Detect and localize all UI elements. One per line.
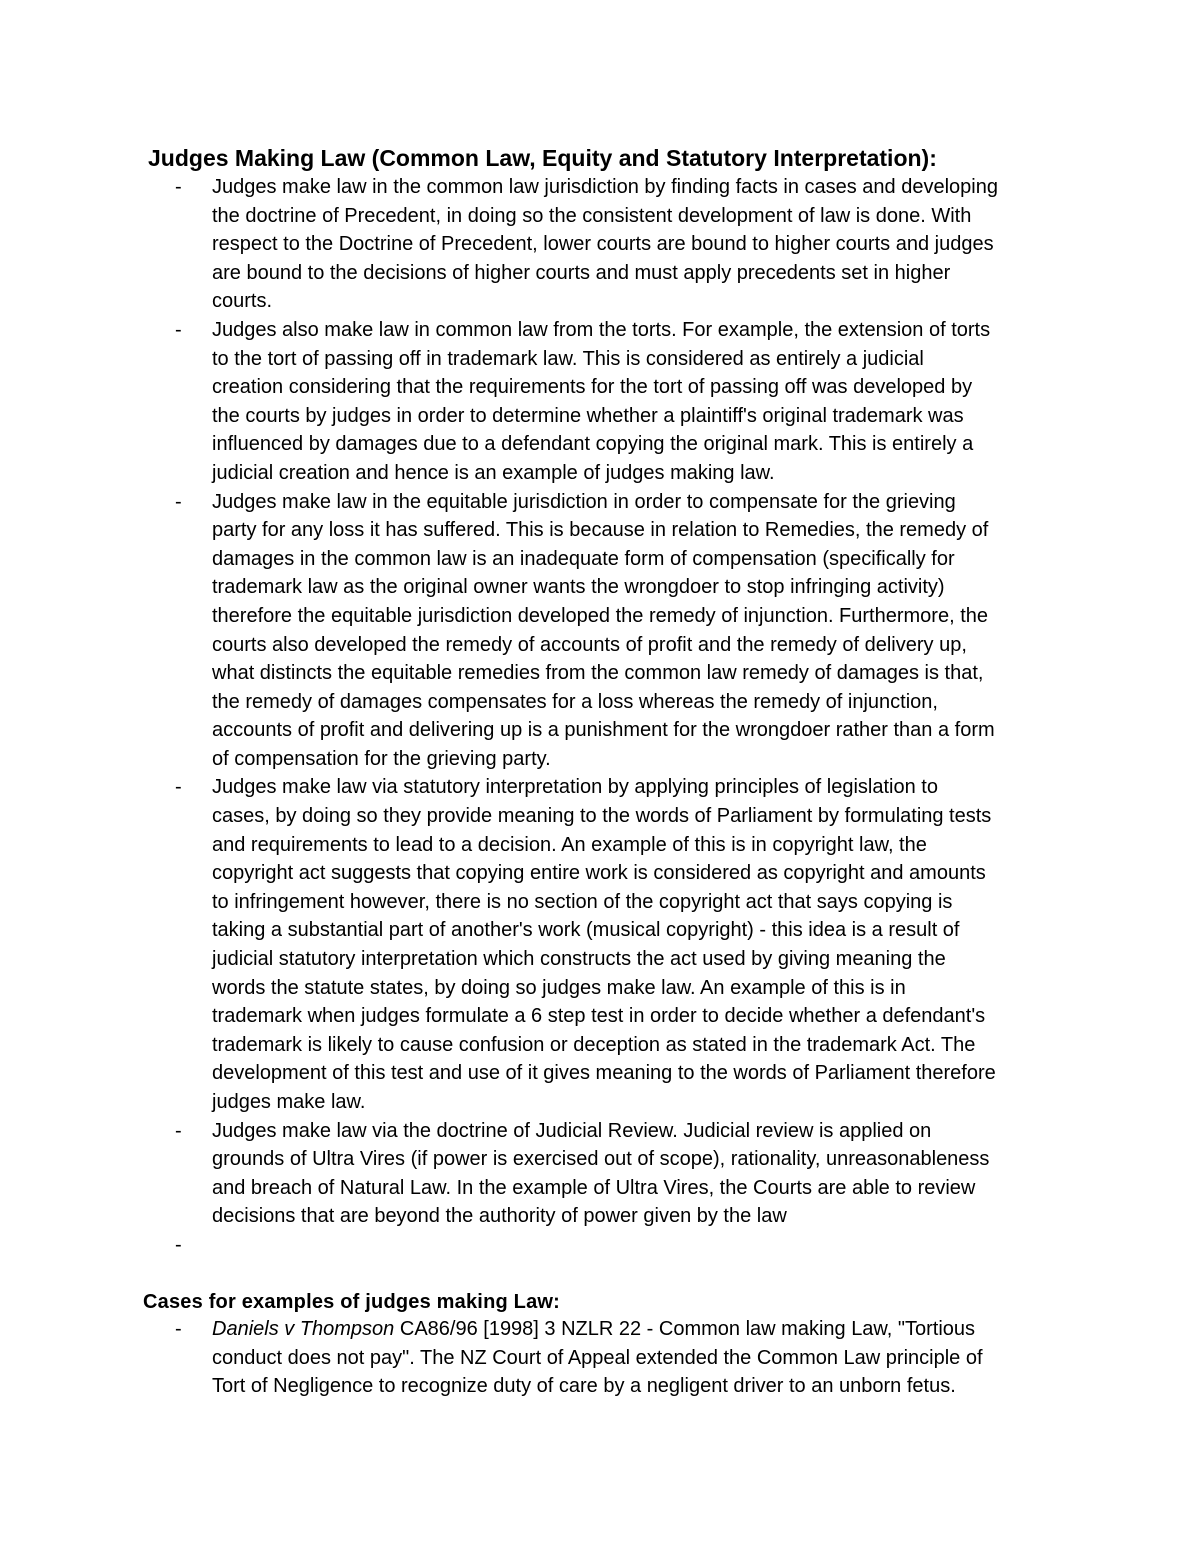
paragraph-line: courts. xyxy=(212,290,273,313)
list-item xyxy=(175,316,998,488)
paragraph-line: courts also developed the remedy of accounts of profit and the remedy of delivery up, xyxy=(212,633,967,656)
paragraph-line: the doctrine of Precedent, in doing so the consistent development of law is done. With xyxy=(212,204,972,227)
list-item xyxy=(175,173,998,316)
bullet-dash: - xyxy=(175,776,182,799)
paragraph-line: damages in the common law is an inadequate form of compensation (specifically for xyxy=(212,547,955,570)
list-item-case xyxy=(175,1315,983,1401)
bullet-dash: - xyxy=(175,1318,182,1340)
paragraph-line: Judges also make law in common law from the torts. For example, the extension of torts xyxy=(212,318,991,341)
paragraph-line: to infringement however, there is no section of the copyright act that says copying is xyxy=(212,890,953,913)
bullet-dash: - xyxy=(175,176,182,198)
paragraph-line: and breach of Natural Law. In the example of Ultra Vires, the Courts are able to review xyxy=(212,1176,976,1199)
paragraph-line: are bound to the decisions of higher courts and must apply precedents set in higher xyxy=(212,261,951,284)
paragraph-line xyxy=(212,1231,998,1260)
paragraph-line: words the statute states, by doing so judges make law. An example of this is in xyxy=(212,976,906,999)
list-item xyxy=(175,1231,998,1260)
bullet-list-judges-making-law xyxy=(175,173,998,1260)
paragraph-line: trademark law as the original owner wants the wrongdoer to stop infringing activity) xyxy=(212,576,945,599)
paragraph-line: the remedy of damages compensates for a loss whereas the remedy of injunction, xyxy=(212,690,938,713)
paragraph-line: influenced by damages due to a defendant copying the original mark. This is entirely a xyxy=(212,433,974,456)
list-item xyxy=(175,1117,998,1231)
paragraph-line: party for any loss it has suffered. This is because in relation to Remedies, the remedy of xyxy=(212,519,989,542)
paragraph-line: respect to the Doctrine of Precedent, lower courts are bound to higher courts and judges xyxy=(212,233,994,256)
paragraph-line: Judges make law via the doctrine of Judicial Review. Judicial review is applied on xyxy=(212,1119,932,1142)
list-item xyxy=(175,773,998,1116)
bullet-list-cases xyxy=(175,1315,983,1401)
paragraph-line: judges make law. xyxy=(212,1091,366,1113)
paragraph-line: the courts by judges in order to determine whether a plaintiff's original trademark was xyxy=(212,404,964,427)
case-line-2: conduct does not pay". The NZ Court of Appeal extended the Common Law principle of xyxy=(212,1346,983,1369)
paragraph-line: to the tort of passing off in trademark law. This is considered as entirely a judicial xyxy=(212,347,924,370)
bullet-dash: - xyxy=(175,1233,182,1256)
case-name: Daniels v Thompson xyxy=(212,1318,395,1340)
list-item xyxy=(175,488,998,774)
paragraph-line: trademark is likely to cause confusion or deception as stated in the trademark Act. The xyxy=(212,1033,976,1056)
case-line-3: Tort of Negligence to recognize duty of care by a negligent driver to an unborn fetus. xyxy=(212,1375,956,1398)
paragraph-line: cases, by doing so they provide meaning to the words of Parliament by formulating tests xyxy=(212,805,992,828)
paragraph-line: grounds of Ultra Vires (if power is exercised out of scope), rationality, unreasonableness xyxy=(212,1148,990,1171)
paragraph-line: what distincts the equitable remedies from the common law remedy of damages is that, xyxy=(212,662,984,685)
paragraph-line: Judges make law via statutory interpretation by applying principles of legislation to xyxy=(212,776,938,799)
paragraph-line: Judges make law in the equitable jurisdiction in order to compensate for the grieving xyxy=(212,490,956,513)
paragraph-line: judicial statutory interpretation which constructs the act used by giving meaning the xyxy=(212,948,946,971)
paragraph-line: creation considering that the requirements for the tort of passing off was developed by xyxy=(212,376,973,399)
paragraph-line: decisions that are beyond the authority of power given by the law xyxy=(212,1205,787,1228)
paragraph-line: copyright act suggests that copying entire work is considered as copyright and amounts xyxy=(212,862,986,885)
paragraph-line: taking a substantial part of another's work (musical copyright) - this idea is a result of xyxy=(212,919,960,942)
bullet-dash: - xyxy=(175,490,182,513)
paragraph-line: and requirements to lead to a decision. An example of this is in copyright law, the xyxy=(212,833,927,856)
paragraph-line: Judges make law in the common law jurisdiction by finding facts in cases and developing xyxy=(212,176,998,198)
paragraph-line: of compensation for the grieving party. xyxy=(212,747,551,770)
bullet-dash: - xyxy=(175,318,182,341)
paragraph-line: therefore the equitable jurisdiction developed the remedy of injunction. Furthermore, the xyxy=(212,604,989,627)
bullet-dash: - xyxy=(175,1119,182,1142)
case-citation: CA86/96 [1998] 3 NZLR 22 - Common law making Law, "Tortious xyxy=(394,1318,976,1340)
section-heading-judges-making-law: Judges Making Law (Common Law, Equity and Statutory Interpretation): xyxy=(148,145,937,171)
paragraph-line: accounts of profit and delivering up is a punishment for the wrongdoer rather than a form xyxy=(212,719,995,742)
paragraph-line: trademark when judges formulate a 6 step test in order to decide whether a defendant's xyxy=(212,1005,986,1028)
paragraph-line: development of this test and use of it gives meaning to the words of Parliament therefore xyxy=(212,1062,996,1085)
case-line-1 xyxy=(212,1315,983,1344)
section-heading-cases: Cases for examples of judges making Law: xyxy=(143,1291,561,1313)
paragraph-line: judicial creation and hence is an example of judges making law. xyxy=(212,461,775,484)
